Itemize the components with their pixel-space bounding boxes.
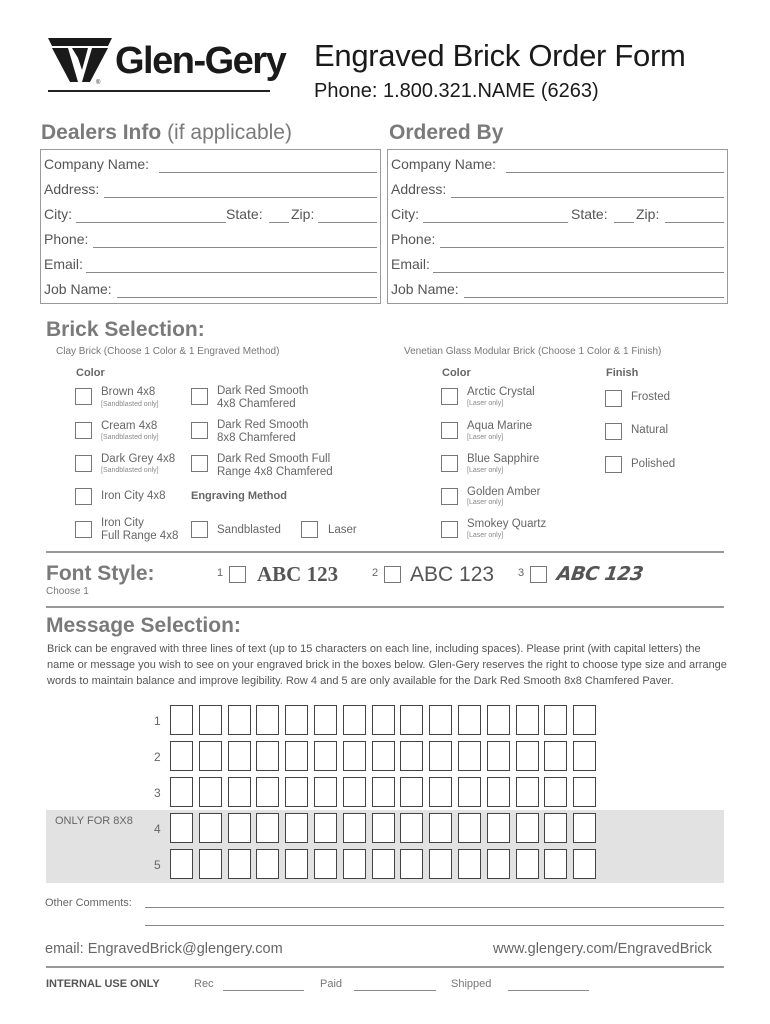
blue-sapphire-note: [Laser only] <box>467 467 504 474</box>
polished-checkbox[interactable] <box>605 456 622 473</box>
smokey-quartz-checkbox[interactable] <box>441 521 458 538</box>
polished-label: Polished <box>631 458 676 470</box>
font-option-3-sample: ABC 123 <box>555 563 645 585</box>
char-box-row3-6[interactable] <box>314 777 337 807</box>
char-box-row2-5[interactable] <box>285 741 308 771</box>
arctic-crystal-label: Arctic Crystal <box>467 386 535 398</box>
char-box-row1-15[interactable] <box>573 705 596 735</box>
other-comments-label: Other Comments: <box>45 897 132 909</box>
char-box-row2-11[interactable] <box>458 741 481 771</box>
char-box-row1-9[interactable] <box>400 705 423 735</box>
char-box-row4-3[interactable] <box>228 813 251 843</box>
ordered-email-field[interactable]: Email: <box>388 251 727 276</box>
char-box-row5-15[interactable] <box>573 849 596 879</box>
char-box-row3-13[interactable] <box>516 777 539 807</box>
paid-line[interactable] <box>354 990 436 991</box>
char-box-row1-2[interactable] <box>199 705 222 735</box>
brown-4x8-note: [Sandblasted only] <box>101 401 159 408</box>
aqua-marine-note: [Laser only] <box>467 434 504 441</box>
char-box-row5-7[interactable] <box>343 849 366 879</box>
message-row-2 <box>170 741 602 771</box>
smokey-quartz-label: Smokey Quartz <box>467 518 547 530</box>
message-row-4 <box>170 813 602 843</box>
char-box-row5-1[interactable] <box>170 849 193 879</box>
char-box-row3-14[interactable] <box>544 777 567 807</box>
registered-mark: ® <box>96 80 101 86</box>
dark-grey-4x8-note: [Sandblasted only] <box>101 467 159 474</box>
char-box-row3-11[interactable] <box>458 777 481 807</box>
iron-city-4x8-label: Iron City 4x8 <box>101 490 166 502</box>
char-box-row1-11[interactable] <box>458 705 481 735</box>
cream-4x8-note: [Sandblasted only] <box>101 434 159 441</box>
row-2-number: 2 <box>154 750 161 764</box>
aqua-marine-label: Aqua Marine <box>467 420 533 432</box>
char-box-row1-5[interactable] <box>285 705 308 735</box>
cream-4x8-label: Cream 4x8 <box>101 420 158 432</box>
dark-red-full-range-label: Dark Red Smooth Full Range 4x8 Chamfered <box>217 453 333 478</box>
char-box-row2-6[interactable] <box>314 741 337 771</box>
char-box-row1-1[interactable] <box>170 705 193 735</box>
char-box-row1-3[interactable] <box>228 705 251 735</box>
font-option-3-checkbox[interactable] <box>530 566 547 583</box>
natural-checkbox[interactable] <box>605 423 622 440</box>
paid-label: Paid <box>320 978 343 990</box>
laser-checkbox[interactable] <box>301 521 318 538</box>
char-box-row5-8[interactable] <box>372 849 395 879</box>
arctic-crystal-note: [Laser only] <box>467 400 504 407</box>
char-box-row2-1[interactable] <box>170 741 193 771</box>
font-option-2-sample: ABC 123 <box>410 563 495 586</box>
sandblasted-checkbox[interactable] <box>191 521 208 538</box>
char-box-row5-3[interactable] <box>228 849 251 879</box>
phone-number: Phone: 1.800.321.NAME (6263) <box>314 80 599 102</box>
dealers-email-field[interactable]: Email: <box>41 251 380 276</box>
char-box-row3-9[interactable] <box>400 777 423 807</box>
char-box-row4-15[interactable] <box>573 813 596 843</box>
smokey-quartz-note: [Laser only] <box>467 532 504 539</box>
dealers-address-field[interactable]: Address: <box>41 176 380 201</box>
font-option-1-number: 1 <box>217 567 224 579</box>
frosted-checkbox[interactable] <box>605 390 622 407</box>
char-box-row4-9[interactable] <box>400 813 423 843</box>
char-box-row5-11[interactable] <box>458 849 481 879</box>
message-row-3 <box>170 777 602 807</box>
ordered-job-field[interactable]: Job Name: <box>388 276 727 301</box>
char-box-row2-15[interactable] <box>573 741 596 771</box>
font-style-sub: Choose 1 <box>46 586 89 597</box>
laser-label: Laser <box>328 524 357 536</box>
font-option-3-number: 3 <box>518 567 525 579</box>
char-box-row3-3[interactable] <box>228 777 251 807</box>
message-instructions: Brick can be engraved with three lines of text (up to 15 characters on each line, including spaces). Please print (with capital letters) the name or message you wish to see on your engraved brick in the boxes below. Glen-Gery reserves the right to choose type size and arrange words to maintain balance and improve legibility. Row 4 and 5 are only available for the Dark Red Smooth 8x8 Chamfered Paver. <box>47 643 727 687</box>
char-box-row2-9[interactable] <box>400 741 423 771</box>
char-box-row3-4[interactable] <box>256 777 279 807</box>
divider-footer <box>46 966 724 968</box>
footer-website: www.glengery.com/EngravedBrick <box>493 941 712 957</box>
brown-4x8-checkbox[interactable] <box>75 388 92 405</box>
shipped-line[interactable] <box>508 990 589 991</box>
cream-4x8-checkbox[interactable] <box>75 422 92 439</box>
dealers-job-field[interactable]: Job Name: <box>41 276 380 301</box>
brown-4x8-label: Brown 4x8 <box>101 386 156 398</box>
char-box-row5-12[interactable] <box>487 849 510 879</box>
dark-red-4x8-chamfered-label: Dark Red Smooth 4x8 Chamfered <box>217 385 309 410</box>
char-box-row4-14[interactable] <box>544 813 567 843</box>
row-3-number: 3 <box>154 786 161 800</box>
char-box-row2-12[interactable] <box>487 741 510 771</box>
font-option-1-sample: ABC 123 <box>257 562 339 586</box>
char-box-row4-10[interactable] <box>429 813 452 843</box>
char-box-row4-1[interactable] <box>170 813 193 843</box>
font-option-2-number: 2 <box>372 567 379 579</box>
char-box-row1-14[interactable] <box>544 705 567 735</box>
dark-red-full-range-checkbox[interactable] <box>191 455 208 472</box>
font-option-2-checkbox[interactable] <box>384 566 401 583</box>
char-box-row2-14[interactable] <box>544 741 567 771</box>
ordered-phone-field[interactable]: Phone: <box>388 226 727 251</box>
dark-red-4x8-chamfered-checkbox[interactable] <box>191 388 208 405</box>
rec-line[interactable] <box>223 990 304 991</box>
ordered-by-heading: Ordered By <box>389 121 504 144</box>
frosted-label: Frosted <box>631 391 670 403</box>
char-box-row4-4[interactable] <box>256 813 279 843</box>
char-box-row4-13[interactable] <box>516 813 539 843</box>
dark-red-8x8-chamfered-checkbox[interactable] <box>191 422 208 439</box>
char-box-row1-6[interactable] <box>314 705 337 735</box>
ordered-by-box <box>387 149 728 304</box>
char-box-row4-11[interactable] <box>458 813 481 843</box>
char-box-row2-4[interactable] <box>256 741 279 771</box>
dealers-heading: Dealers Info (if applicable) <box>41 121 292 144</box>
dealers-info-box <box>40 149 381 304</box>
iron-city-4x8-checkbox[interactable] <box>75 488 92 505</box>
font-option-1-checkbox[interactable] <box>229 566 246 583</box>
char-box-row3-8[interactable] <box>372 777 395 807</box>
sandblasted-label: Sandblasted <box>217 524 281 536</box>
divider-brick <box>46 551 724 553</box>
char-box-row2-7[interactable] <box>343 741 366 771</box>
aqua-marine-checkbox[interactable] <box>441 422 458 439</box>
rec-label: Rec <box>194 978 214 990</box>
char-box-row3-1[interactable] <box>170 777 193 807</box>
char-box-row5-14[interactable] <box>544 849 567 879</box>
internal-use-label: INTERNAL USE ONLY <box>46 978 160 990</box>
char-box-row3-7[interactable] <box>343 777 366 807</box>
form-title: Engraved Brick Order Form <box>314 38 686 73</box>
char-box-row4-12[interactable] <box>487 813 510 843</box>
only-8x8-label: ONLY FOR 8X8 <box>55 815 133 827</box>
char-box-row4-7[interactable] <box>343 813 366 843</box>
finish-label: Finish <box>606 367 639 379</box>
char-box-row1-8[interactable] <box>372 705 395 735</box>
dealers-city-state-zip-field[interactable]: City: State: Zip: <box>41 201 380 226</box>
char-box-row5-10[interactable] <box>429 849 452 879</box>
char-box-row4-8[interactable] <box>372 813 395 843</box>
ordered-company-field[interactable]: Company Name: <box>388 151 727 176</box>
char-box-row1-7[interactable] <box>343 705 366 735</box>
char-box-row2-2[interactable] <box>199 741 222 771</box>
char-box-row1-4[interactable] <box>256 705 279 735</box>
dark-red-8x8-chamfered-label: Dark Red Smooth 8x8 Chamfered <box>217 419 309 444</box>
char-box-row3-2[interactable] <box>199 777 222 807</box>
engraving-method-label: Engraving Method <box>191 490 287 502</box>
natural-label: Natural <box>631 424 669 436</box>
char-box-row5-9[interactable] <box>400 849 423 879</box>
message-row-5 <box>170 849 602 879</box>
char-box-row2-13[interactable] <box>516 741 539 771</box>
golden-amber-note: [Laser only] <box>467 499 504 506</box>
message-row-1 <box>170 705 602 735</box>
brand-name: Glen-Gery <box>115 40 286 82</box>
dark-grey-4x8-checkbox[interactable] <box>75 455 92 472</box>
char-box-row2-8[interactable] <box>372 741 395 771</box>
char-box-row3-15[interactable] <box>573 777 596 807</box>
dealers-phone-field[interactable]: Phone: <box>41 226 380 251</box>
brick-selection-heading: Brick Selection: <box>46 318 205 341</box>
char-box-row3-5[interactable] <box>285 777 308 807</box>
clay-brick-subheading: Clay Brick (Choose 1 Color & 1 Engraved Method) <box>56 346 280 357</box>
char-box-row1-13[interactable] <box>516 705 539 735</box>
ordered-address-field[interactable]: Address: <box>388 176 727 201</box>
glass-brick-subheading: Venetian Glass Modular Brick (Choose 1 Color & 1 Finish) <box>404 346 662 357</box>
golden-amber-label: Golden Amber <box>467 486 541 498</box>
char-box-row5-5[interactable] <box>285 849 308 879</box>
char-box-row5-6[interactable] <box>314 849 337 879</box>
blue-sapphire-label: Blue Sapphire <box>467 453 540 465</box>
row-1-number: 1 <box>154 714 161 728</box>
message-heading: Message Selection: <box>46 614 241 637</box>
char-box-row4-5[interactable] <box>285 813 308 843</box>
char-box-row5-2[interactable] <box>199 849 222 879</box>
row-4-number: 4 <box>154 822 161 836</box>
comments-line-2[interactable] <box>145 925 724 926</box>
golden-amber-checkbox[interactable] <box>441 488 458 505</box>
char-box-row2-3[interactable] <box>228 741 251 771</box>
ordered-city-state-zip-field[interactable]: City: State: Zip: <box>388 201 727 226</box>
iron-city-full-range-label: Iron City Full Range 4x8 <box>101 517 179 542</box>
divider-font <box>46 606 724 608</box>
iron-city-full-range-checkbox[interactable] <box>75 521 92 538</box>
char-box-row5-13[interactable] <box>516 849 539 879</box>
shipped-label: Shipped <box>451 978 492 990</box>
blue-sapphire-checkbox[interactable] <box>441 455 458 472</box>
glen-gery-logo-icon <box>48 36 112 84</box>
char-box-row3-10[interactable] <box>429 777 452 807</box>
dark-grey-4x8-label: Dark Grey 4x8 <box>101 453 176 465</box>
clay-color-label: Color <box>76 367 105 379</box>
char-box-row1-10[interactable] <box>429 705 452 735</box>
arctic-crystal-checkbox[interactable] <box>441 388 458 405</box>
row-5-number: 5 <box>154 858 161 872</box>
comments-line-1[interactable] <box>145 907 724 908</box>
glass-color-label: Color <box>442 367 471 379</box>
font-style-heading: Font Style: <box>46 562 155 585</box>
logo-rule <box>48 90 270 92</box>
char-box-row3-12[interactable] <box>487 777 510 807</box>
char-box-row2-10[interactable] <box>429 741 452 771</box>
footer-email: email: EngravedBrick@glengery.com <box>45 941 283 957</box>
char-box-row5-4[interactable] <box>256 849 279 879</box>
char-box-row4-2[interactable] <box>199 813 222 843</box>
dealers-company-field[interactable]: Company Name: <box>41 151 380 176</box>
char-box-row1-12[interactable] <box>487 705 510 735</box>
char-box-row4-6[interactable] <box>314 813 337 843</box>
